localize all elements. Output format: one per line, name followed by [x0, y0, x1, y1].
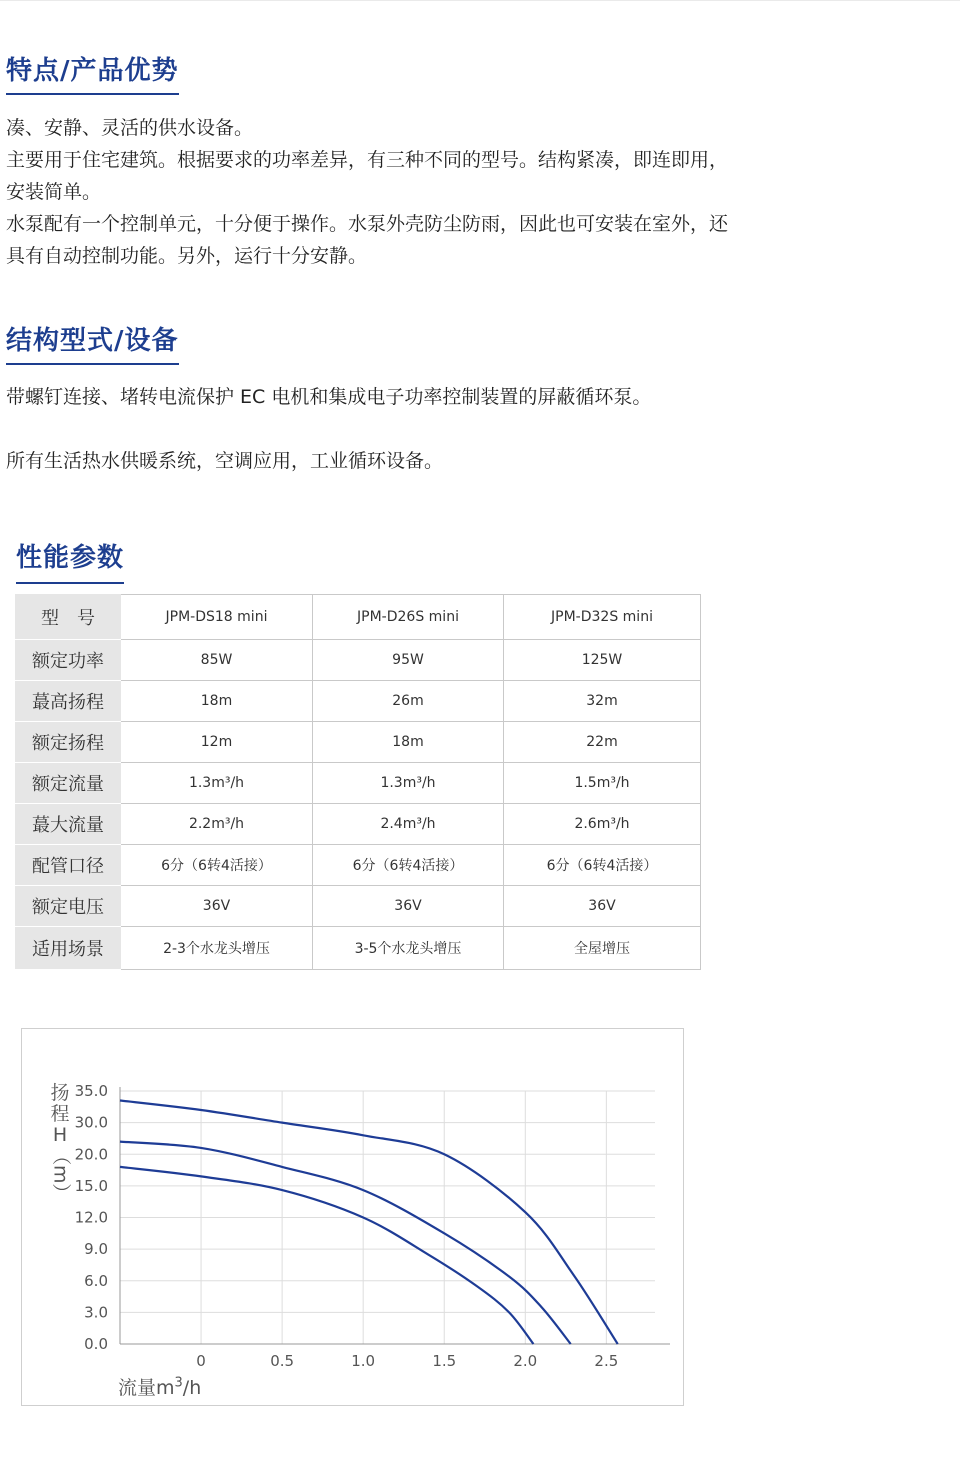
x-tick-label: 2.0 [513, 1352, 538, 1370]
features-line-2: 主要用于住宅建筑。根据要求的功率差异，有三种不同的型号。结构紧凑，即连即用，安装简单。 [6, 149, 729, 203]
table-cell: 36V [313, 886, 504, 927]
features-line-1: 凑、安静、灵活的供水设备。 [6, 117, 254, 139]
x-tick-label: 1.0 [351, 1352, 376, 1370]
spec-table [15, 594, 701, 970]
features-text [6, 112, 746, 272]
table-cell: 6分（6转4活接） [121, 845, 313, 886]
table-row [16, 845, 701, 886]
table-cell: 85W [121, 640, 313, 681]
row-label: 额定电压 [16, 886, 121, 927]
x-axis-title-unit: /h [182, 1377, 202, 1399]
table-cell: 6分（6转4活接） [504, 845, 701, 886]
table-cell: 12m [121, 722, 313, 763]
table-header-label: 型 号 [16, 595, 121, 640]
table-cell: 95W [313, 640, 504, 681]
table-row [16, 722, 701, 763]
table-cell: 26m [313, 681, 504, 722]
table-cell: 1.5m³/h [504, 763, 701, 804]
series-line-jpm-ds18-mini [120, 1167, 533, 1344]
row-label: 配管口径 [16, 845, 121, 886]
x-tick-label: 2.5 [594, 1352, 619, 1370]
model-name: JPM-D26S mini [313, 595, 504, 640]
table-cell: 36V [121, 886, 313, 927]
x-tick-label: 1.5 [432, 1352, 457, 1370]
y-tick-label: 15.0 [74, 1176, 108, 1195]
table-row [16, 763, 701, 804]
model-name: JPM-D32S mini [504, 595, 701, 640]
row-label: 蕞大流量 [16, 804, 121, 845]
table-header-row [16, 595, 701, 640]
x-axis-title-sup: 3 [174, 1375, 183, 1391]
table-row [16, 804, 701, 845]
y-tick-label: 20.0 [74, 1145, 108, 1164]
table-cell: 1.3m³/h [313, 763, 504, 804]
table-cell: 125W [504, 640, 701, 681]
performance-title: 性能参数 [16, 537, 124, 584]
table-cell: 2.6m³/h [504, 804, 701, 845]
model-name: JPM-DS18 mini [121, 595, 313, 640]
x-tick-label: 0.5 [270, 1352, 295, 1370]
row-label: 额定扬程 [16, 722, 121, 763]
y-tick-label: 12.0 [74, 1208, 108, 1227]
y-axis-title-char: 扬 [50, 1082, 70, 1104]
table-cell: 3-5个水龙头增压 [313, 927, 504, 970]
y-axis-title-char: 程 [50, 1103, 70, 1125]
features-line-3: 水泵配有一个控制单元，十分便于操作。水泵外壳防尘防雨，因此也可安装在室外，还具有自动控制功能。另外，运行十分安静。 [6, 213, 729, 267]
features-title: 特点/产品优势 [6, 50, 179, 95]
table-row [16, 886, 701, 927]
table-cell: 22m [504, 722, 701, 763]
y-tick-label: 30.0 [74, 1113, 108, 1132]
y-axis-title [48, 1083, 72, 1203]
table-cell: 18m [313, 722, 504, 763]
table-cell: 全屋增压 [504, 927, 701, 970]
top-divider [0, 0, 960, 1]
y-axis-title-char: （m） [49, 1146, 72, 1203]
series-line-jpm-d26s-mini [120, 1142, 571, 1344]
structure-title: 结构型式/设备 [6, 320, 179, 365]
row-label: 额定流量 [16, 763, 121, 804]
y-tick-label: 3.0 [84, 1303, 108, 1322]
y-tick-label: 35.0 [74, 1082, 108, 1100]
table-cell: 2-3个水龙头增压 [121, 927, 313, 970]
pump-curve-chart [21, 1028, 684, 1406]
structure-line-2: 所有生活热水供暖系统，空调应用，工业循环设备。 [6, 450, 444, 472]
x-axis-title-text: 流量m [118, 1377, 175, 1399]
row-label: 额定功率 [16, 640, 121, 681]
table-cell: 18m [121, 681, 313, 722]
chart-canvas [22, 1029, 685, 1407]
y-tick-label: 6.0 [84, 1271, 108, 1290]
x-tick-label: 0 [196, 1352, 206, 1370]
table-cell: 6分（6转4活接） [313, 845, 504, 886]
table-cell: 1.3m³/h [121, 763, 313, 804]
row-label: 适用场景 [16, 927, 121, 970]
y-tick-label: 0.0 [84, 1335, 108, 1353]
y-axis-title-char: H [52, 1124, 68, 1146]
table-row [16, 681, 701, 722]
table-cell: 2.4m³/h [313, 804, 504, 845]
y-tick-label: 9.0 [84, 1240, 108, 1259]
row-label: 蕞高扬程 [16, 681, 121, 722]
table-cell: 32m [504, 681, 701, 722]
table-row [16, 640, 701, 681]
table-cell: 2.2m³/h [121, 804, 313, 845]
table-cell: 36V [504, 886, 701, 927]
structure-line-1: 带螺钉连接、堵转电流保护 EC 电机和集成电子功率控制装置的屏蔽循环泵。 [6, 386, 652, 408]
table-row [16, 927, 701, 970]
x-axis-title [118, 1373, 201, 1400]
